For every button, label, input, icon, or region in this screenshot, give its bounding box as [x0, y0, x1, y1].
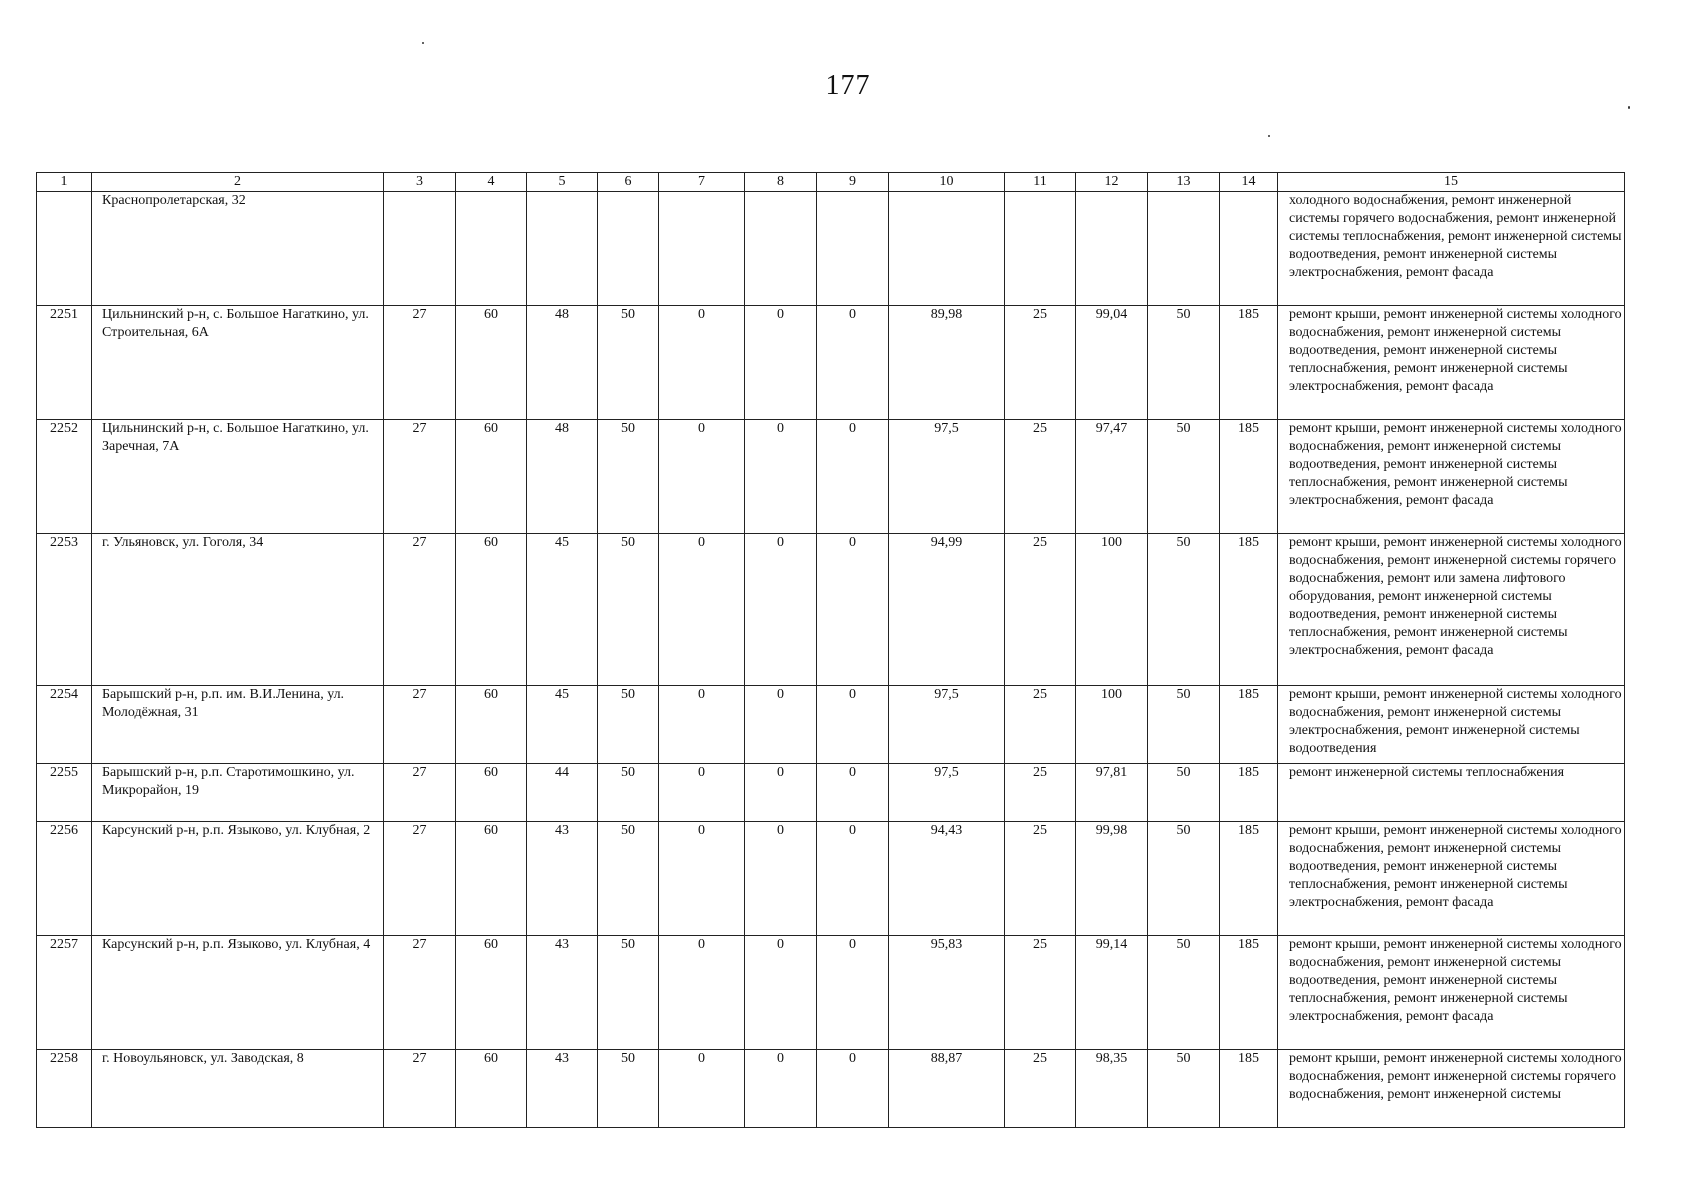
value-cell-col-3: 27 [384, 1050, 456, 1128]
value-cell-col-11: 25 [1005, 686, 1076, 764]
table-row [37, 764, 1625, 822]
value-cell-col-14: 185 [1220, 420, 1278, 534]
column-header: 2 [92, 173, 384, 192]
value-cell-col-14: 185 [1220, 686, 1278, 764]
value-cell-col-6: 50 [598, 822, 659, 936]
value-cell-col-8: 0 [745, 420, 817, 534]
works-description-cell: ремонт крыши, ремонт инженерной системы холодного водоснабжения, ремонт инженерной системы водоотведения, ремонт инженерной системы теплоснабжения, ремонт инженерной системы электроснабжения, ремонт фасада [1278, 306, 1625, 420]
row-number-cell: 2256 [37, 822, 92, 936]
address-cell: Цильнинский р-н, с. Большое Нагаткино, ул. Заречная, 7А [92, 420, 384, 534]
value-cell-col-3: 27 [384, 822, 456, 936]
row-number-cell: 2255 [37, 764, 92, 822]
row-number-cell: 2252 [37, 420, 92, 534]
table-row [37, 192, 1625, 306]
value-cell-col-9: 0 [817, 306, 889, 420]
value-cell-col-9: 0 [817, 420, 889, 534]
value-cell-col-8: 0 [745, 534, 817, 686]
value-cell-col-4: 60 [456, 822, 527, 936]
value-cell-col-14: 185 [1220, 822, 1278, 936]
value-cell-col-8: 0 [745, 936, 817, 1050]
value-cell-col-9: 0 [817, 1050, 889, 1128]
table-row [37, 936, 1625, 1050]
value-cell-col-5: 43 [527, 1050, 598, 1128]
value-cell-col-8: 0 [745, 306, 817, 420]
value-cell-col-3: 27 [384, 534, 456, 686]
value-cell-col-3: 27 [384, 306, 456, 420]
value-cell-col-12: 97,81 [1076, 764, 1148, 822]
address-cell: Карсунский р-н, р.п. Языково, ул. Клубная, 4 [92, 936, 384, 1050]
value-cell-col-7: 0 [659, 1050, 745, 1128]
value-cell-col-6: 50 [598, 1050, 659, 1128]
scan-speck [422, 42, 424, 44]
address-cell: Барышский р-н, р.п. им. В.И.Ленина, ул. Молодёжная, 31 [92, 686, 384, 764]
value-cell-col-14: 185 [1220, 1050, 1278, 1128]
value-cell-col-9: 0 [817, 764, 889, 822]
value-cell-col-7: 0 [659, 686, 745, 764]
address-cell: г. Новоульяновск, ул. Заводская, 8 [92, 1050, 384, 1128]
column-header: 12 [1076, 173, 1148, 192]
column-header: 14 [1220, 173, 1278, 192]
value-cell-col-4: 60 [456, 936, 527, 1050]
value-cell-col-11: 25 [1005, 1050, 1076, 1128]
value-cell-col-14: 185 [1220, 534, 1278, 686]
column-header: 8 [745, 173, 817, 192]
value-cell-col-14: 185 [1220, 764, 1278, 822]
value-cell-col-8: 0 [745, 764, 817, 822]
value-cell-col-9 [817, 192, 889, 306]
row-number-cell [37, 192, 92, 306]
value-cell-col-14: 185 [1220, 936, 1278, 1050]
value-cell-col-4: 60 [456, 534, 527, 686]
value-cell-col-8: 0 [745, 1050, 817, 1128]
value-cell-col-6: 50 [598, 534, 659, 686]
value-cell-col-4: 60 [456, 764, 527, 822]
value-cell-col-5: 45 [527, 686, 598, 764]
value-cell-col-13: 50 [1148, 936, 1220, 1050]
value-cell-col-10 [889, 192, 1005, 306]
value-cell-col-4: 60 [456, 306, 527, 420]
value-cell-col-11: 25 [1005, 534, 1076, 686]
value-cell-col-5: 43 [527, 936, 598, 1050]
value-cell-col-5: 48 [527, 420, 598, 534]
column-header: 11 [1005, 173, 1076, 192]
page-number: 177 [825, 70, 871, 101]
value-cell-col-6: 50 [598, 764, 659, 822]
address-cell: Краснопролетарская, 32 [92, 192, 384, 306]
column-header: 1 [37, 173, 92, 192]
column-header: 3 [384, 173, 456, 192]
value-cell-col-13: 50 [1148, 1050, 1220, 1128]
value-cell-col-13: 50 [1148, 764, 1220, 822]
value-cell-col-12: 99,98 [1076, 822, 1148, 936]
value-cell-col-13: 50 [1148, 420, 1220, 534]
value-cell-col-10: 97,5 [889, 420, 1005, 534]
value-cell-col-7: 0 [659, 822, 745, 936]
works-description-cell: ремонт инженерной системы теплоснабжения [1278, 764, 1625, 822]
address-cell: Карсунский р-н, р.п. Языково, ул. Клубная, 2 [92, 822, 384, 936]
value-cell-col-8: 0 [745, 822, 817, 936]
value-cell-col-13: 50 [1148, 306, 1220, 420]
address-cell: Барышский р-н, р.п. Старотимошкино, ул. Микрорайон, 19 [92, 764, 384, 822]
works-description-cell: ремонт крыши, ремонт инженерной системы холодного водоснабжения, ремонт инженерной системы горячего водоснабжения, ремонт инженерной системы [1278, 1050, 1625, 1128]
scan-speck [1268, 135, 1270, 137]
value-cell-col-12 [1076, 192, 1148, 306]
column-header: 13 [1148, 173, 1220, 192]
value-cell-col-11: 25 [1005, 822, 1076, 936]
scan-speck [1628, 106, 1630, 109]
value-cell-col-9: 0 [817, 686, 889, 764]
value-cell-col-5 [527, 192, 598, 306]
value-cell-col-10: 97,5 [889, 764, 1005, 822]
value-cell-col-7: 0 [659, 936, 745, 1050]
value-cell-col-7: 0 [659, 420, 745, 534]
value-cell-col-13: 50 [1148, 534, 1220, 686]
value-cell-col-7: 0 [659, 764, 745, 822]
value-cell-col-6: 50 [598, 420, 659, 534]
table-header-row [37, 173, 1625, 192]
value-cell-col-9: 0 [817, 936, 889, 1050]
address-cell: г. Ульяновск, ул. Гоголя, 34 [92, 534, 384, 686]
column-header: 15 [1278, 173, 1625, 192]
works-description-cell: ремонт крыши, ремонт инженерной системы холодного водоснабжения, ремонт инженерной системы электроснабжения, ремонт инженерной системы водоотведения [1278, 686, 1625, 764]
works-description-cell: ремонт крыши, ремонт инженерной системы холодного водоснабжения, ремонт инженерной системы водоотведения, ремонт инженерной системы теплоснабжения, ремонт инженерной системы электроснабжения, ремонт фасада [1278, 936, 1625, 1050]
row-number-cell: 2258 [37, 1050, 92, 1128]
value-cell-col-11: 25 [1005, 764, 1076, 822]
value-cell-col-11 [1005, 192, 1076, 306]
value-cell-col-10: 95,83 [889, 936, 1005, 1050]
value-cell-col-3: 27 [384, 764, 456, 822]
works-description-cell: ремонт крыши, ремонт инженерной системы холодного водоснабжения, ремонт инженерной системы горячего водоснабжения, ремонт или замена лифтового оборудования, ремонт инженерной системы водоотведения, ремонт инженерной системы теплоснабжения, ремонт инженерной системы электроснабжения, ремонт фасада [1278, 534, 1625, 686]
value-cell-col-5: 43 [527, 822, 598, 936]
value-cell-col-4: 60 [456, 1050, 527, 1128]
value-cell-col-3: 27 [384, 420, 456, 534]
column-header: 4 [456, 173, 527, 192]
row-number-cell: 2257 [37, 936, 92, 1050]
table-row [37, 1050, 1625, 1128]
value-cell-col-7: 0 [659, 306, 745, 420]
value-cell-col-3 [384, 192, 456, 306]
value-cell-col-14 [1220, 192, 1278, 306]
value-cell-col-13: 50 [1148, 686, 1220, 764]
value-cell-col-10: 94,99 [889, 534, 1005, 686]
column-header: 5 [527, 173, 598, 192]
value-cell-col-13 [1148, 192, 1220, 306]
value-cell-col-12: 99,04 [1076, 306, 1148, 420]
value-cell-col-6: 50 [598, 686, 659, 764]
table-row [37, 306, 1625, 420]
value-cell-col-4: 60 [456, 686, 527, 764]
works-description-cell: ремонт крыши, ремонт инженерной системы холодного водоснабжения, ремонт инженерной системы водоотведения, ремонт инженерной системы теплоснабжения, ремонт инженерной системы электроснабжения, ремонт фасада [1278, 420, 1625, 534]
column-header: 6 [598, 173, 659, 192]
value-cell-col-10: 94,43 [889, 822, 1005, 936]
row-number-cell: 2251 [37, 306, 92, 420]
value-cell-col-10: 97,5 [889, 686, 1005, 764]
column-header: 10 [889, 173, 1005, 192]
value-cell-col-7 [659, 192, 745, 306]
value-cell-col-12: 97,47 [1076, 420, 1148, 534]
works-table [36, 172, 1625, 1128]
row-number-cell: 2253 [37, 534, 92, 686]
value-cell-col-8: 0 [745, 686, 817, 764]
value-cell-col-8 [745, 192, 817, 306]
value-cell-col-4: 60 [456, 420, 527, 534]
value-cell-col-12: 100 [1076, 534, 1148, 686]
value-cell-col-9: 0 [817, 534, 889, 686]
value-cell-col-7: 0 [659, 534, 745, 686]
value-cell-col-4 [456, 192, 527, 306]
value-cell-col-10: 88,87 [889, 1050, 1005, 1128]
value-cell-col-13: 50 [1148, 822, 1220, 936]
works-description-cell: ремонт крыши, ремонт инженерной системы холодного водоснабжения, ремонт инженерной системы водоотведения, ремонт инженерной системы теплоснабжения, ремонт инженерной системы электроснабжения, ремонт фасада [1278, 822, 1625, 936]
value-cell-col-6: 50 [598, 306, 659, 420]
value-cell-col-6 [598, 192, 659, 306]
row-number-cell: 2254 [37, 686, 92, 764]
value-cell-col-3: 27 [384, 936, 456, 1050]
value-cell-col-11: 25 [1005, 936, 1076, 1050]
table-row [37, 686, 1625, 764]
value-cell-col-5: 48 [527, 306, 598, 420]
value-cell-col-12: 99,14 [1076, 936, 1148, 1050]
value-cell-col-10: 89,98 [889, 306, 1005, 420]
value-cell-col-9: 0 [817, 822, 889, 936]
value-cell-col-6: 50 [598, 936, 659, 1050]
table-row [37, 420, 1625, 534]
value-cell-col-3: 27 [384, 686, 456, 764]
works-description-cell: холодного водоснабжения, ремонт инженерной системы горячего водоснабжения, ремонт инженерной системы теплоснабжения, ремонт инженерной системы водоотведения, ремонт инженерной системы электроснабжения, ремонт фасада [1278, 192, 1625, 306]
value-cell-col-12: 100 [1076, 686, 1148, 764]
column-header: 9 [817, 173, 889, 192]
value-cell-col-12: 98,35 [1076, 1050, 1148, 1128]
value-cell-col-11: 25 [1005, 420, 1076, 534]
table-row [37, 534, 1625, 686]
column-header: 7 [659, 173, 745, 192]
value-cell-col-14: 185 [1220, 306, 1278, 420]
address-cell: Цильнинский р-н, с. Большое Нагаткино, ул. Строительная, 6А [92, 306, 384, 420]
value-cell-col-11: 25 [1005, 306, 1076, 420]
table-row [37, 822, 1625, 936]
value-cell-col-5: 45 [527, 534, 598, 686]
value-cell-col-5: 44 [527, 764, 598, 822]
